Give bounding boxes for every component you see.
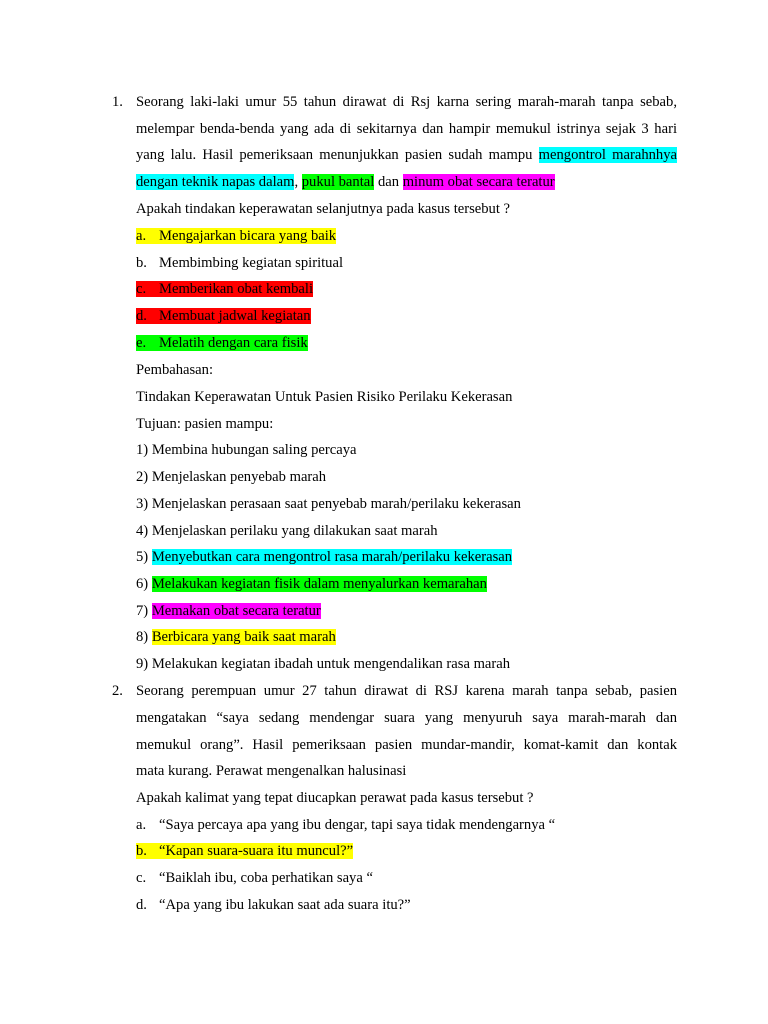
- goal-number: 8): [136, 629, 152, 645]
- q1-line-4-sep-2: dan: [374, 174, 403, 190]
- option-label: d.: [136, 897, 147, 913]
- goal-number: 1): [136, 442, 152, 458]
- q2-question: Apakah kalimat yang tepat diucapkan perawat pada kasus tersebut ?: [136, 790, 534, 806]
- q2-line-4: mata kurang. Perawat mengenalkan halusinasi: [136, 763, 407, 779]
- q1-line-2: melempar benda-benda yang ada di sekitarnya dan hampir memukul istrinya sejak 3 hari: [136, 121, 677, 137]
- goal-item-5: [136, 549, 512, 566]
- goal-item-3: [136, 496, 521, 513]
- q1-number: 1.: [112, 94, 123, 110]
- pembahasan-heading: Tindakan Keperawatan Untuk Pasien Risiko Perilaku Kekerasan: [136, 389, 513, 405]
- goal-text: Melakukan kegiatan ibadah untuk mengendalikan rasa marah: [151, 656, 511, 672]
- q2-number: 2.: [112, 683, 123, 699]
- goal-number: 7): [136, 603, 152, 619]
- goal-item-7: [136, 603, 321, 620]
- q2-line-1: Seorang perempuan umur 27 tahun dirawat di RSJ karena marah tanpa sebab, pasien: [136, 683, 677, 699]
- option-label: a.: [136, 228, 147, 244]
- q1-option-c: [136, 281, 313, 298]
- q1-option-d: [136, 308, 311, 325]
- option-text: Membuat jadwal kegiatan: [159, 308, 311, 324]
- option-label: b.: [136, 255, 147, 271]
- goal-item-2: [136, 469, 326, 486]
- goal-text: Memakan obat secara teratur: [151, 603, 321, 619]
- q1-line-4-sep-1: ,: [294, 174, 302, 190]
- goal-text: Menyebutkan cara mengontrol rasa marah/perilaku kekerasan: [151, 549, 513, 565]
- goal-text: Menjelaskan penyebab marah: [151, 469, 327, 485]
- goal-text: Melakukan kegiatan fisik dalam menyalurkan kemarahan: [151, 576, 487, 592]
- goal-number: 9): [136, 656, 152, 672]
- q1-option-e: [136, 335, 308, 352]
- option-label: b.: [136, 843, 147, 859]
- goal-text: Menjelaskan perilaku yang dilakukan saat marah: [151, 523, 438, 539]
- goal-item-1: [136, 442, 356, 459]
- option-label: d.: [136, 308, 147, 324]
- goal-number: 3): [136, 496, 152, 512]
- q2-line-2: mengatakan “saya sedang mendengar suara yang menyuruh saya marah-marah dan: [136, 710, 677, 726]
- goal-text: Membina hubungan saling percaya: [151, 442, 357, 458]
- goal-number: 4): [136, 523, 152, 539]
- goal-text: Menjelaskan perasaan saat penyebab marah/perilaku kekerasan: [151, 496, 521, 512]
- q2-line-3: memukul orang”. Hasil pemeriksaan pasien mundar-mandir, komat-kamit dan kontak: [136, 737, 677, 753]
- option-label: e.: [136, 335, 147, 351]
- q1-highlight-obat: minum obat secara teratur: [402, 174, 555, 190]
- q2-option-a: [136, 817, 555, 834]
- option-text: Membimbing kegiatan spiritual: [159, 255, 344, 271]
- tujuan-label: Tujuan: pasien mampu:: [136, 416, 274, 432]
- goal-number: 6): [136, 576, 152, 592]
- option-text: Memberikan obat kembali: [159, 281, 313, 297]
- q1-highlight-napas: dengan teknik napas dalam: [136, 174, 295, 190]
- option-label: a.: [136, 817, 147, 833]
- q1-question: Apakah tindakan keperawatan selanjutnya pada kasus tersebut ?: [136, 201, 511, 217]
- goal-number: 2): [136, 469, 152, 485]
- option-text: “Apa yang ibu lakukan saat ada suara itu?”: [159, 897, 411, 913]
- q1-line-4: [136, 174, 555, 191]
- goal-text: Berbicara yang baik saat marah: [151, 629, 336, 645]
- goal-item-9: [136, 656, 510, 673]
- q1-line-3-text: yang lalu. Hasil pemeriksaan menunjukkan pasien sudah mampu: [136, 147, 539, 163]
- goal-item-6: [136, 576, 487, 593]
- q1-highlight-mengontrol: mengontrol marahnhya: [538, 147, 677, 163]
- option-text: “Kapan suara-suara itu muncul?”: [159, 843, 354, 859]
- q2-option-b: [136, 843, 353, 860]
- q2-option-c: [136, 870, 373, 887]
- option-text: Mengajarkan bicara yang baik: [159, 228, 337, 244]
- option-text: “Saya percaya apa yang ibu dengar, tapi saya tidak mendengarnya “: [159, 817, 556, 833]
- goal-item-8: [136, 629, 336, 646]
- goal-number: 5): [136, 549, 152, 565]
- option-text: Melatih dengan cara fisik: [159, 335, 308, 351]
- q1-option-b: [136, 255, 343, 272]
- q1-option-a: [136, 228, 336, 245]
- pembahasan-label: Pembahasan:: [136, 362, 214, 378]
- q1-line-1: Seorang laki-laki umur 55 tahun dirawat di Rsj karna sering marah-marah tanpa sebab,: [136, 94, 677, 110]
- q2-option-d: [136, 897, 411, 914]
- q1-line-3: [136, 147, 677, 164]
- goal-item-4: [136, 523, 438, 540]
- q1-highlight-pukul: pukul bantal: [301, 174, 375, 190]
- option-label: c.: [136, 870, 147, 886]
- option-label: c.: [136, 281, 147, 297]
- option-text: “Baiklah ibu, coba perhatikan saya “: [159, 870, 373, 886]
